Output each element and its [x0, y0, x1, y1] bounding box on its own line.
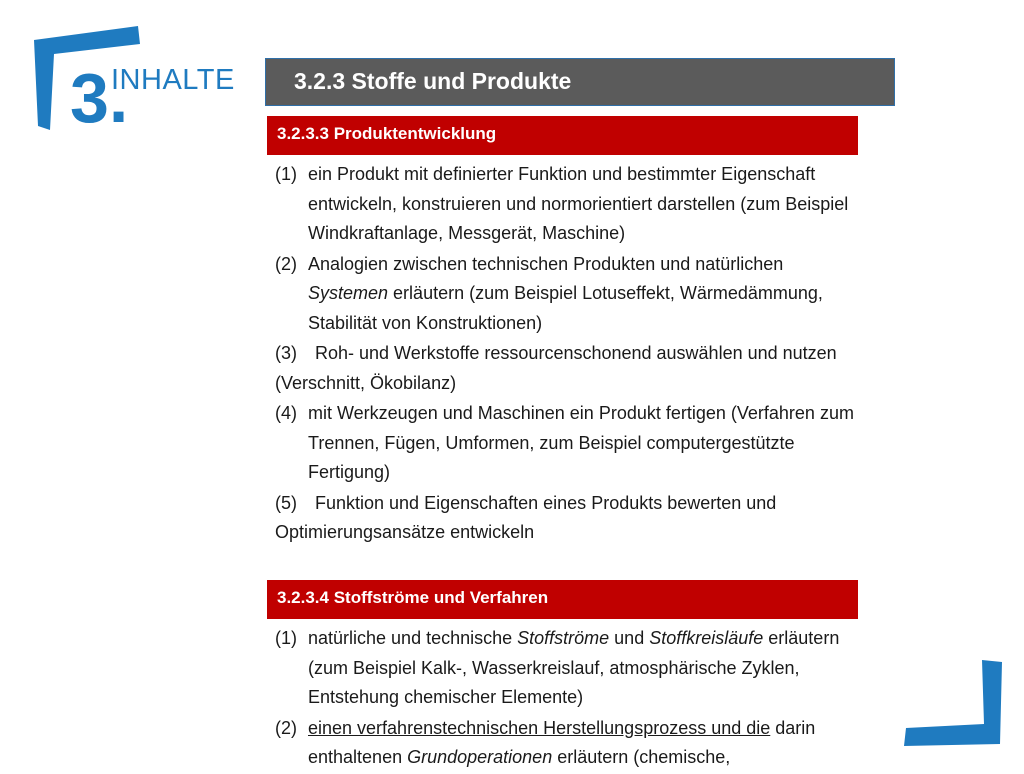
item-number: (2) — [275, 717, 297, 738]
item-text: mit Werkzeugen und Maschinen ein Produkt fertigen (Verfahren zum Trennen, Fügen, Umformen, zum Beispiel computergestützte Fertigung) — [308, 403, 854, 482]
item-text: darin enthaltenen — [308, 717, 816, 767]
svg-text:3.: 3. — [70, 59, 129, 132]
item-text: erläutern (zum Beispiel Kalk-, Wasserkreislauf, atmosphärische Zyklen, Entstehung chemischer Elemente) — [308, 628, 840, 707]
item-number: (5) — [275, 492, 297, 513]
item-text: und — [609, 628, 650, 648]
item-text: ein Produkt mit definierter Funktion und bestimmter Eigenschaft entwickeln, konstruieren und normorientiert darstellen (zum Beispiel Windkraftanlage, Messgerät, Maschine) — [308, 164, 849, 243]
section-heading-text: 3.2.3.4 Stoffströme und Verfahren — [277, 588, 549, 607]
item-emphasis: Stoffströme — [517, 628, 610, 648]
item-text: Roh- und Werkstoffe ressourcenschonend auswählen und nutzen (Verschnitt, Ökobilanz) — [275, 343, 837, 393]
item-number: (1) — [275, 628, 297, 648]
item-number: (4) — [275, 403, 297, 423]
item-underlined-text: einen verfahrenstechnischen Herstellungsprozess und die — [308, 717, 771, 738]
section-heading-text: 3.2.3.3 Produktentwicklung — [277, 124, 497, 143]
item-number: (2) — [275, 253, 297, 274]
list-item — [275, 714, 860, 773]
item-number: (1) — [275, 164, 297, 184]
logo-label: INHALTE — [111, 64, 235, 96]
item-emphasis: Stoffkreisläufe — [649, 628, 764, 648]
item-text: erläutern (chemische, — [552, 747, 731, 767]
item-number: (3) — [275, 343, 297, 363]
corner-bracket-icon — [900, 656, 1010, 751]
list-item — [275, 250, 860, 339]
list-item — [275, 489, 860, 548]
item-emphasis: Systemen — [308, 283, 389, 303]
page-title: 3.2.3 Stoffe und Produkte — [294, 68, 572, 94]
section-2-content — [275, 624, 860, 774]
section-heading-stoffstroeme — [267, 580, 858, 619]
list-item — [275, 339, 860, 398]
item-text: Analogien zwischen technischen Produkten und natürlichen — [308, 253, 784, 274]
list-item — [275, 160, 860, 249]
section-1-content — [275, 160, 860, 549]
list-item — [275, 624, 860, 713]
item-text: erläutern (zum Beispiel Lotuseffekt, Wärmedämmung, Stabilität von Konstruktionen) — [308, 283, 823, 333]
title-bar — [265, 58, 895, 106]
item-emphasis: Grundoperationen — [407, 747, 553, 767]
item-text: Funktion und Eigenschaften eines Produkts bewerten und Optimierungsansätze entwickeln — [275, 492, 777, 542]
list-item — [275, 399, 860, 488]
item-text: natürliche und technische — [308, 628, 518, 648]
section-heading-produktentwicklung — [267, 116, 858, 155]
